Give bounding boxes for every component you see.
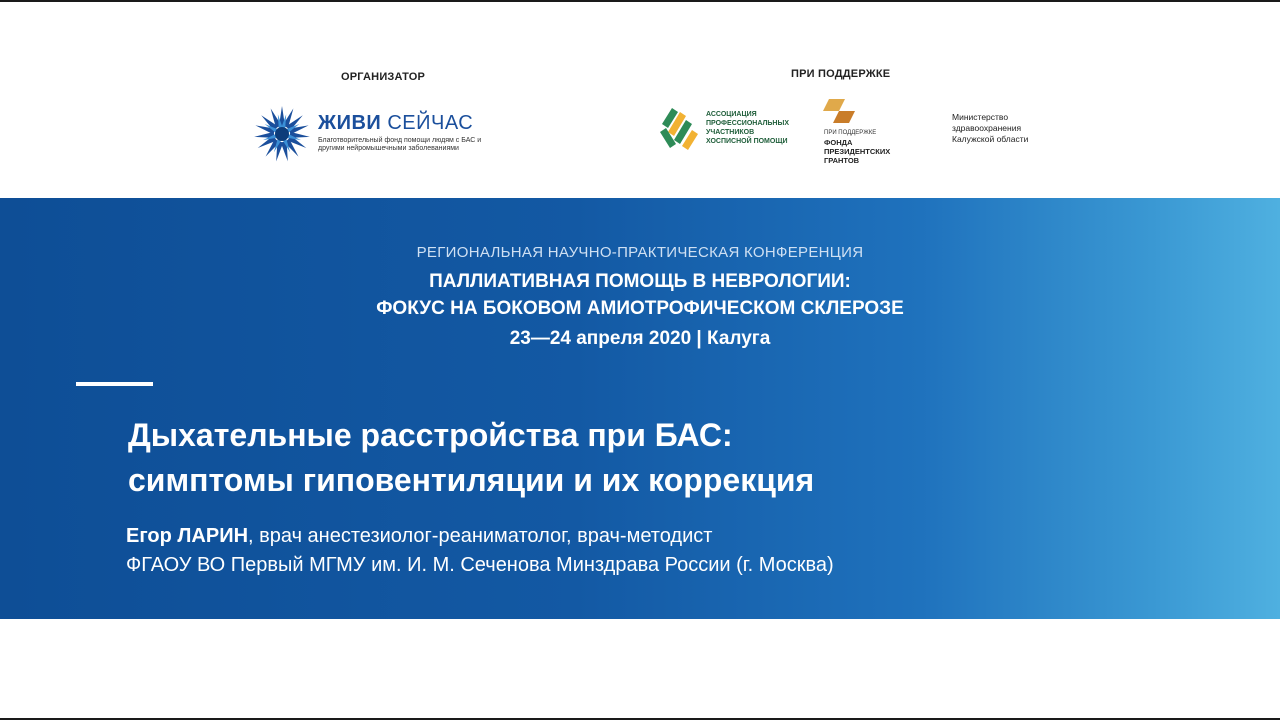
speaker-role: , врач анестезиолог-реаниматолог, врач-методист xyxy=(248,525,713,547)
title-banner xyxy=(0,198,1280,619)
ministry-name xyxy=(952,112,1028,145)
cornflower-logo-icon xyxy=(252,104,312,164)
organizer-tagline: Благотворительный фонд помощи людям с БАС и другими нейромышечными заболеваниями xyxy=(318,137,482,152)
ministry-line: Калужской области xyxy=(952,134,1029,144)
top-border xyxy=(0,0,1280,2)
grants-line: ФОНДА xyxy=(824,138,853,147)
organizer-name xyxy=(318,112,473,135)
organizer-name-bold: ЖИВИ xyxy=(318,112,382,134)
ministry-line: Министерство xyxy=(952,112,1009,122)
talk-title-line2: симптомы гиповентиляции и их коррекция xyxy=(128,462,815,498)
presidential-grants-small: ПРИ ПОДДЕРЖКЕ xyxy=(824,130,877,136)
organizer-label: ОРГАНИЗАТОР xyxy=(341,71,426,83)
conference-title-line1: ПАЛЛИАТИВНАЯ ПОМОЩЬ В НЕВРОЛОГИИ: xyxy=(429,271,851,292)
divider-line xyxy=(76,382,153,386)
support-label: ПРИ ПОДДЕРЖКЕ xyxy=(791,68,891,80)
speaker-line xyxy=(126,525,712,548)
conference-subtitle: РЕГИОНАЛЬНАЯ НАУЧНО-ПРАКТИЧЕСКАЯ КОНФЕРЕНЦИЯ xyxy=(416,244,864,261)
speaker-name: Егор ЛАРИН xyxy=(126,525,249,547)
presidential-grants-logo-icon xyxy=(823,97,857,125)
grants-line: ГРАНТОВ xyxy=(824,156,860,165)
ministry-line: здравоохранения xyxy=(952,123,1022,133)
grants-line: ПРЕЗИДЕНТСКИХ xyxy=(824,147,891,156)
presidential-grants-name xyxy=(824,138,890,165)
hospice-association-logo-icon xyxy=(658,102,702,152)
conference-title-line2: ФОКУС НА БОКОВОМ АМИОТРОФИЧЕСКОМ СКЛЕРОЗЕ xyxy=(376,298,904,319)
conference-date-place: 23—24 апреля 2020 | Калуга xyxy=(509,328,771,349)
association-line: УЧАСТНИКОВ xyxy=(706,129,755,136)
talk-title-line1: Дыхательные расстройства при БАС: xyxy=(128,417,733,453)
organizer-name-thin: СЕЙЧАС xyxy=(381,112,474,134)
association-line: ХОСПИСНОЙ ПОМОЩИ xyxy=(706,138,788,145)
association-line: ПРОФЕССИОНАЛЬНЫХ xyxy=(706,120,789,127)
speaker-affiliation: ФГАОУ ВО Первый МГМУ им. И. М. Сеченова Минздрава России (г. Москва) xyxy=(126,554,834,576)
association-line: АССОЦИАЦИЯ xyxy=(706,111,757,118)
hospice-association-name xyxy=(706,110,789,146)
